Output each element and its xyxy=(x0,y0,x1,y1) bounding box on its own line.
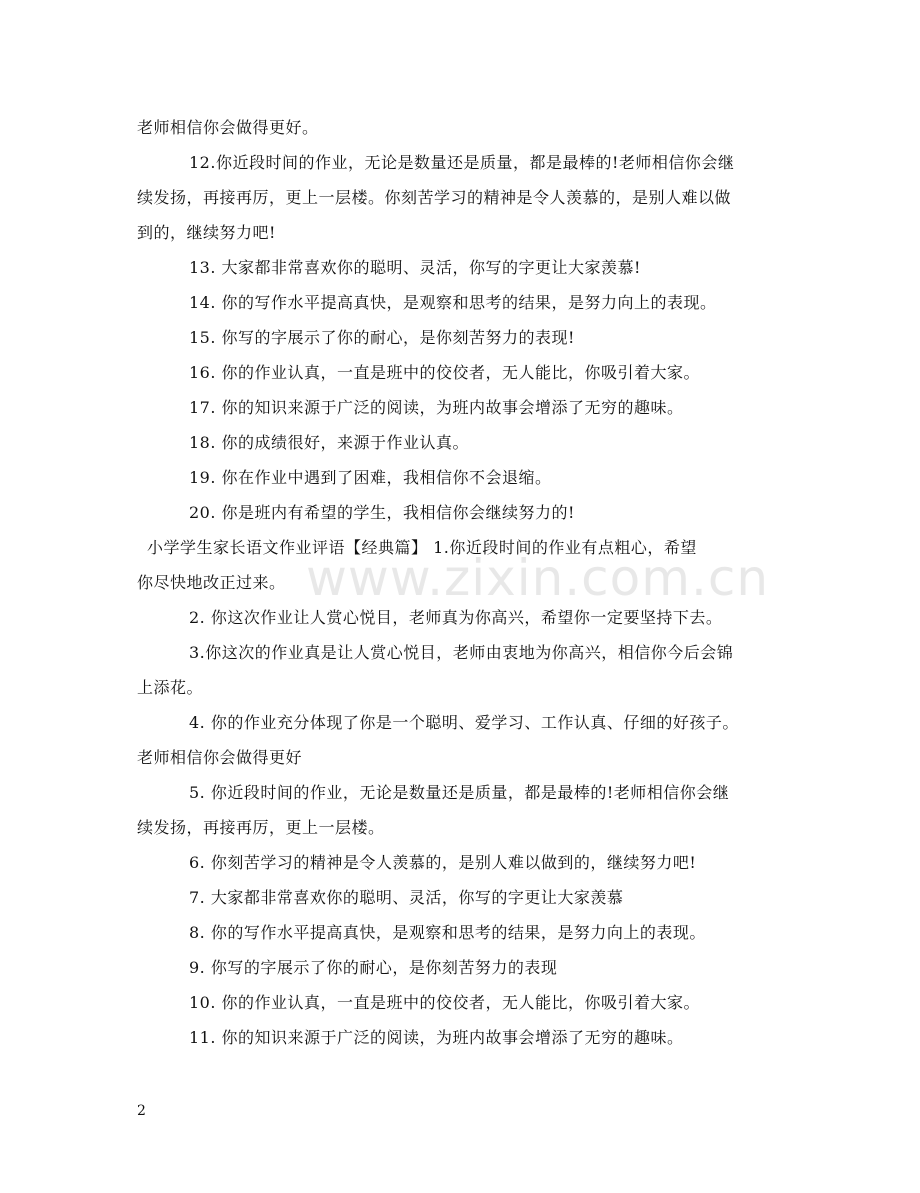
text-line: 17. 你的知识来源于广泛的阅读，为班内故事会增添了无穷的趣味。 xyxy=(189,398,684,417)
text-line: 老师相信你会做得更好。 xyxy=(137,118,319,137)
text-line: 14. 你的写作水平提高真快，是观察和思考的结果，是努力向上的表现。 xyxy=(189,293,717,312)
text-line: 7. 大家都非常喜欢你的聪明、灵活，你写的字更让大家羡慕 xyxy=(189,888,624,907)
text-line: 12.你近段时间的作业，无论是数量还是质量，都是最棒的!老师相信你会继 xyxy=(189,153,735,172)
text-line: 老师相信你会做得更好 xyxy=(137,748,303,767)
page-number: 2 xyxy=(137,1103,146,1119)
text-line: 19. 你在作业中遇到了困难，我相信你不会退缩。 xyxy=(189,468,552,487)
text-line: 2. 你这次作业让人赏心悦目，老师真为你高兴，希望你一定要坚持下去。 xyxy=(189,608,723,627)
text-line: 11. 你的知识来源于广泛的阅读，为班内故事会增添了无穷的趣味。 xyxy=(189,1028,684,1047)
text-line: 18. 你的成绩很好，来源于作业认真。 xyxy=(189,433,470,452)
watermark-text: www.zixin.com.cn xyxy=(306,549,770,607)
text-line: 5. 你近段时间的作业，无论是数量还是质量，都是最棒的!老师相信你会继 xyxy=(189,783,730,802)
text-line: 3.你这次的作业真是让人赏心悦目，老师由衷地为你高兴，相信你今后会锦 xyxy=(189,643,734,662)
text-line: 你尽快地改正过来。 xyxy=(137,573,286,592)
text-line: 16. 你的作业认真，一直是班中的佼佼者，无人能比，你吸引着大家。 xyxy=(189,363,701,382)
text-line: 续发扬，再接再厉，更上一层楼。你刻苦学习的精神是令人羡慕的，是别人难以做 xyxy=(137,188,732,207)
text-line: 6. 你刻苦学习的精神是令人羡慕的，是别人难以做到的，继续努力吧! xyxy=(189,853,697,872)
section-heading-line: 小学学生家长语文作业评语【经典篇】 1.你近段时间的作业有点粗心，希望 xyxy=(147,538,697,557)
text-line: 10. 你的作业认真，一直是班中的佼佼者，无人能比，你吸引着大家。 xyxy=(189,993,701,1012)
text-line: 15. 你写的字展示了你的耐心，是你刻苦努力的表现! xyxy=(189,328,575,347)
text-line: 到的，继续努力吧! xyxy=(137,223,276,242)
text-line: 20. 你是班内有希望的学生，我相信你会继续努力的! xyxy=(189,503,575,522)
text-line: 4. 你的作业充分体现了你是一个聪明、爱学习、工作认真、仔细的好孩子。 xyxy=(189,713,739,732)
text-line: 13. 大家都非常喜欢你的聪明、灵活，你写的字更让大家羡慕! xyxy=(189,258,641,277)
text-line: 上添花。 xyxy=(137,678,204,697)
text-line: 9. 你写的字展示了你的耐心，是你刻苦努力的表现 xyxy=(189,958,558,977)
text-line: 8. 你的写作水平提高真快，是观察和思考的结果，是努力向上的表现。 xyxy=(189,923,706,942)
text-line: 续发扬，再接再厉，更上一层楼。 xyxy=(137,818,385,837)
